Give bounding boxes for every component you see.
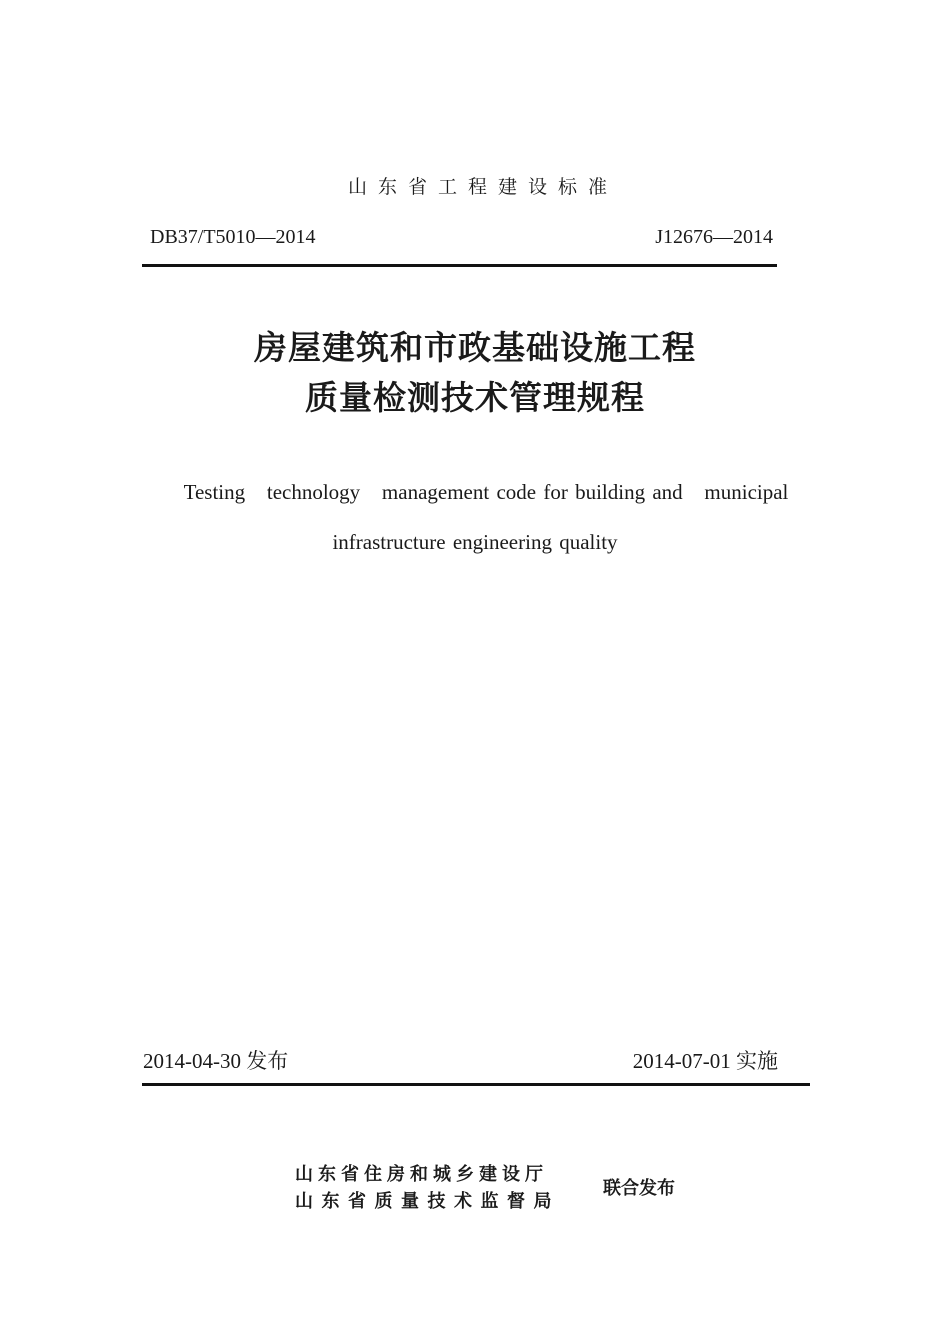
effective-date: 2014-07-01 实施 bbox=[632, 1049, 778, 1073]
chinese-title-line-1: 房屋建筑和市政基础设施工程 bbox=[254, 328, 696, 367]
standard-series-title: 山东省工程建设标准 bbox=[347, 176, 618, 198]
standard-code: DB37/T5010—2014 bbox=[150, 226, 316, 248]
record-number: J12676—2014 bbox=[655, 226, 773, 248]
top-divider bbox=[142, 264, 777, 267]
issue-date: 2014-04-30 发布 bbox=[143, 1049, 289, 1073]
english-title-line-1: Testing technology management code for building and municipal bbox=[183, 480, 789, 504]
joint-issue-label: 联合发布 bbox=[603, 1178, 675, 1199]
chinese-title-line-2: 质量检测技术管理规程 bbox=[305, 378, 645, 417]
bottom-divider bbox=[142, 1083, 810, 1086]
issuer-housing-department: 山东省住房和城乡建设厅 bbox=[295, 1164, 548, 1185]
issuer-quality-bureau: 山东省质量技术监督局 bbox=[295, 1191, 560, 1212]
english-title-line-2: infrastructure engineering quality bbox=[332, 530, 618, 554]
